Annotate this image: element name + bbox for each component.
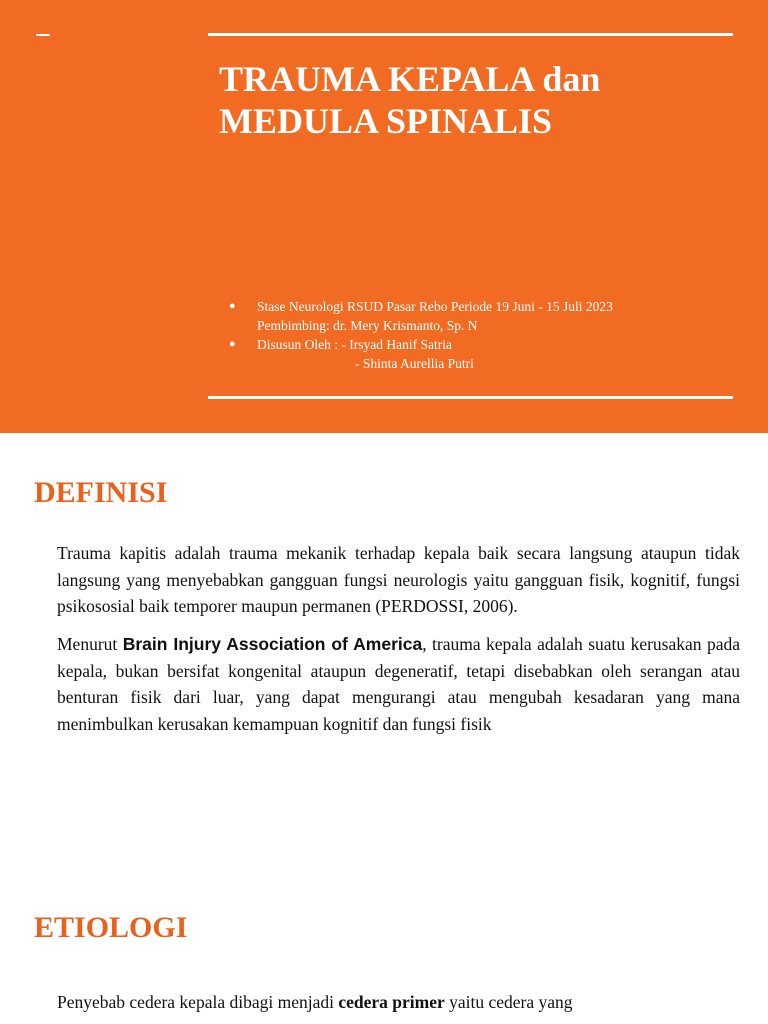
para2-bold-org: Brain Injury Association of America <box>122 634 423 654</box>
presentation-meta <box>229 297 729 373</box>
para2-prefix: Menurut <box>57 634 123 654</box>
definisi-heading: DEFINISI <box>34 476 168 509</box>
slide-dash-marker <box>36 34 50 36</box>
title-slide <box>0 0 768 433</box>
title-line-1: TRAUMA KEPALA dan <box>219 59 601 99</box>
meta-pembimbing-text: Pembimbing: dr. Mery Krismanto, Sp. N <box>257 318 478 333</box>
definisi-paragraph-2 <box>57 631 740 737</box>
top-divider <box>208 33 733 36</box>
etiologi-bold: cedera primer <box>338 992 445 1012</box>
meta-item-stase <box>229 297 729 316</box>
bullet-icon: ● <box>229 300 236 312</box>
para2-rest: , trauma kepala adalah suatu kerusakan pada kepala, bukan bersifat kongenital ataupun degeneratif, tetapi disebabkan oleh serangan atau benturan fisik dari luar, yang dapat mengurangi atau mengubah kesadaran yang mana menimbulkan kerusakan kemampuan kognitif dan fungsi fisik <box>57 634 740 734</box>
etiologi-heading: ETIOLOGI <box>34 911 188 944</box>
bottom-divider <box>208 396 733 399</box>
meta-disusun-text: Disusun Oleh : - Irsyad Hanif Satria <box>257 337 452 352</box>
meta-pembimbing <box>229 316 729 335</box>
presentation-title <box>219 58 739 142</box>
etiologi-prefix: Penyebab cedera kepala dibagi menjadi <box>57 992 339 1012</box>
bullet-icon: ● <box>229 338 236 350</box>
meta-author-2-text: - Shinta Aurellia Putri <box>355 356 474 371</box>
etiologi-paragraph-1 <box>57 989 740 1016</box>
meta-stase-text: Stase Neurologi RSUD Pasar Rebo Periode 19 Juni - 15 Juli 2023 <box>257 299 613 314</box>
definisi-paragraph-1: Trauma kapitis adalah trauma mekanik terhadap kepala baik secara langsung ataupun tidak langsung yang menyebabkan gangguan fungsi neurologis yaitu gangguan fisik, kognitif, fungsi psikososial baik temporer maupun permanen (PERDOSSI, 2006). <box>57 543 740 616</box>
etiologi-rest: yaitu cedera yang <box>444 992 573 1012</box>
meta-author-2 <box>229 354 729 373</box>
title-line-2: MEDULA SPINALIS <box>219 101 553 141</box>
meta-item-disusun <box>229 335 729 354</box>
